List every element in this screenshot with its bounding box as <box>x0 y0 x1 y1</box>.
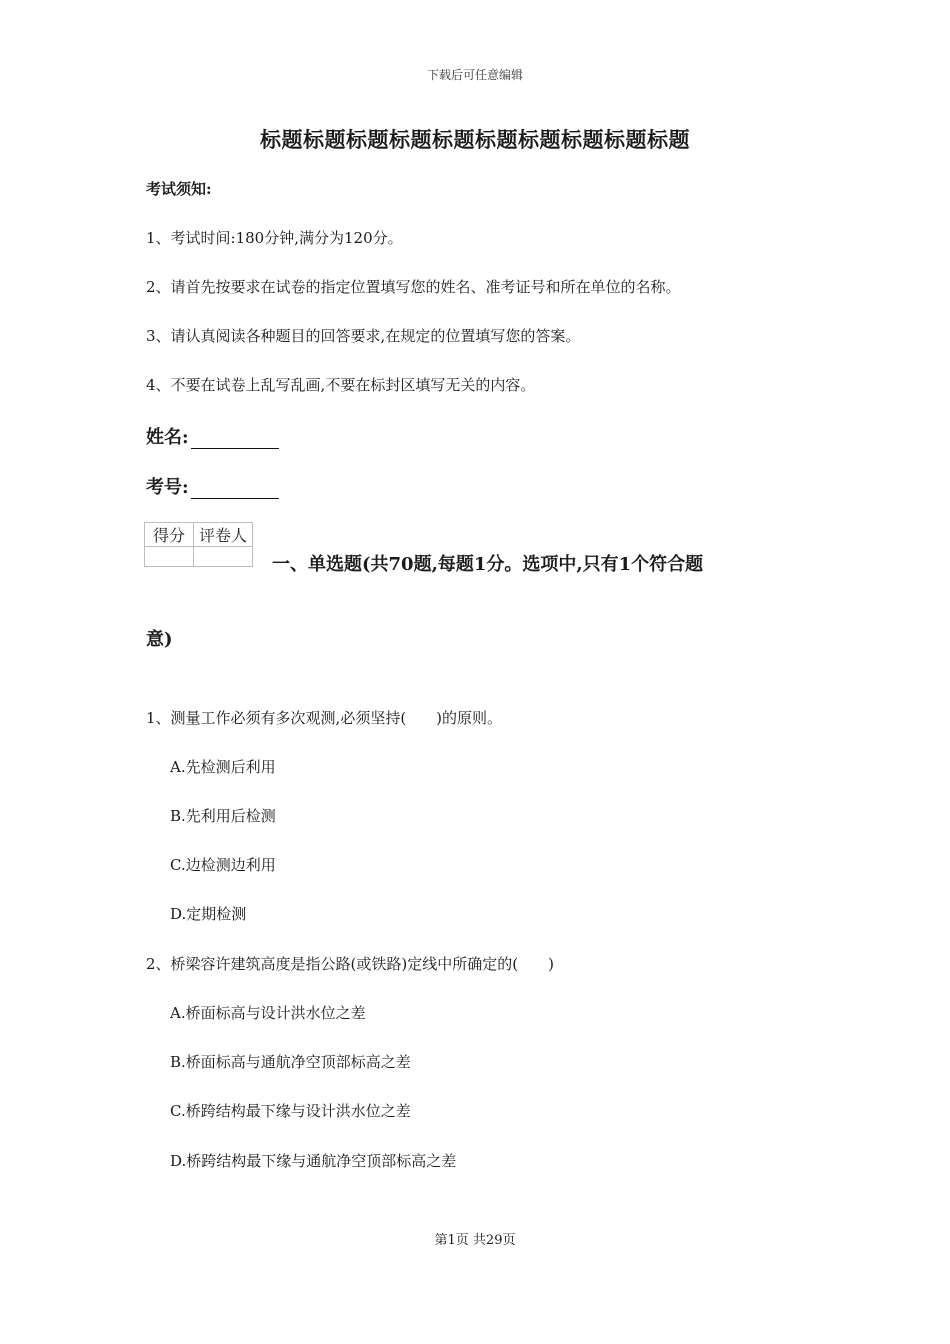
exam-id-field <box>146 473 279 499</box>
name-field <box>146 423 279 449</box>
grader-header: 评卷人 <box>194 523 253 547</box>
question-option: B.先利用后检测 <box>170 807 276 825</box>
question-option: C.桥跨结构最下缘与设计洪水位之差 <box>170 1102 411 1120</box>
exam-id-label: 考号: <box>146 477 189 498</box>
name-label: 姓名: <box>146 427 189 448</box>
question-option: D.定期检测 <box>170 905 247 923</box>
question-option: A.先检测后利用 <box>170 758 276 776</box>
instruction-item: 1、考试时间:180分钟,满分为120分。 <box>146 229 403 247</box>
instruction-item: 3、请认真阅读各种题目的回答要求,在规定的位置填写您的答案。 <box>146 327 581 345</box>
score-cell[interactable] <box>145 547 194 567</box>
question-stem: 1、测量工作必须有多次观测,必须坚持( )的原则。 <box>146 709 503 727</box>
question-option: A.桥面标高与设计洪水位之差 <box>170 1004 366 1022</box>
instruction-item: 4、不要在试卷上乱写乱画,不要在标封区填写无关的内容。 <box>146 376 536 394</box>
question-option: C.边检测边利用 <box>170 856 276 874</box>
page-footer: 第1页 共29页 <box>434 1233 516 1248</box>
exam-id-blank[interactable] <box>191 480 279 499</box>
grader-cell[interactable] <box>194 547 253 567</box>
notice-heading: 考试须知: <box>146 180 212 198</box>
section-heading: 一、单选题(共70题,每题1分。选项中,只有1个符合题 <box>272 554 704 575</box>
name-blank[interactable] <box>191 430 279 449</box>
score-header: 得分 <box>145 523 194 547</box>
header-note: 下载后可任意编辑 <box>426 68 523 82</box>
question-stem: 2、桥梁容许建筑高度是指公路(或铁路)定线中所确定的( ) <box>146 955 554 973</box>
section-heading-continued: 意) <box>146 629 173 650</box>
score-table <box>144 522 253 567</box>
question-option: B.桥面标高与通航净空顶部标高之差 <box>170 1053 411 1071</box>
question-option: D.桥跨结构最下缘与通航净空顶部标高之差 <box>170 1152 457 1170</box>
instruction-item: 2、请首先按要求在试卷的指定位置填写您的姓名、准考证号和所在单位的名称。 <box>146 278 681 296</box>
document-title: 标题标题标题标题标题标题标题标题标题标题 <box>260 127 690 152</box>
